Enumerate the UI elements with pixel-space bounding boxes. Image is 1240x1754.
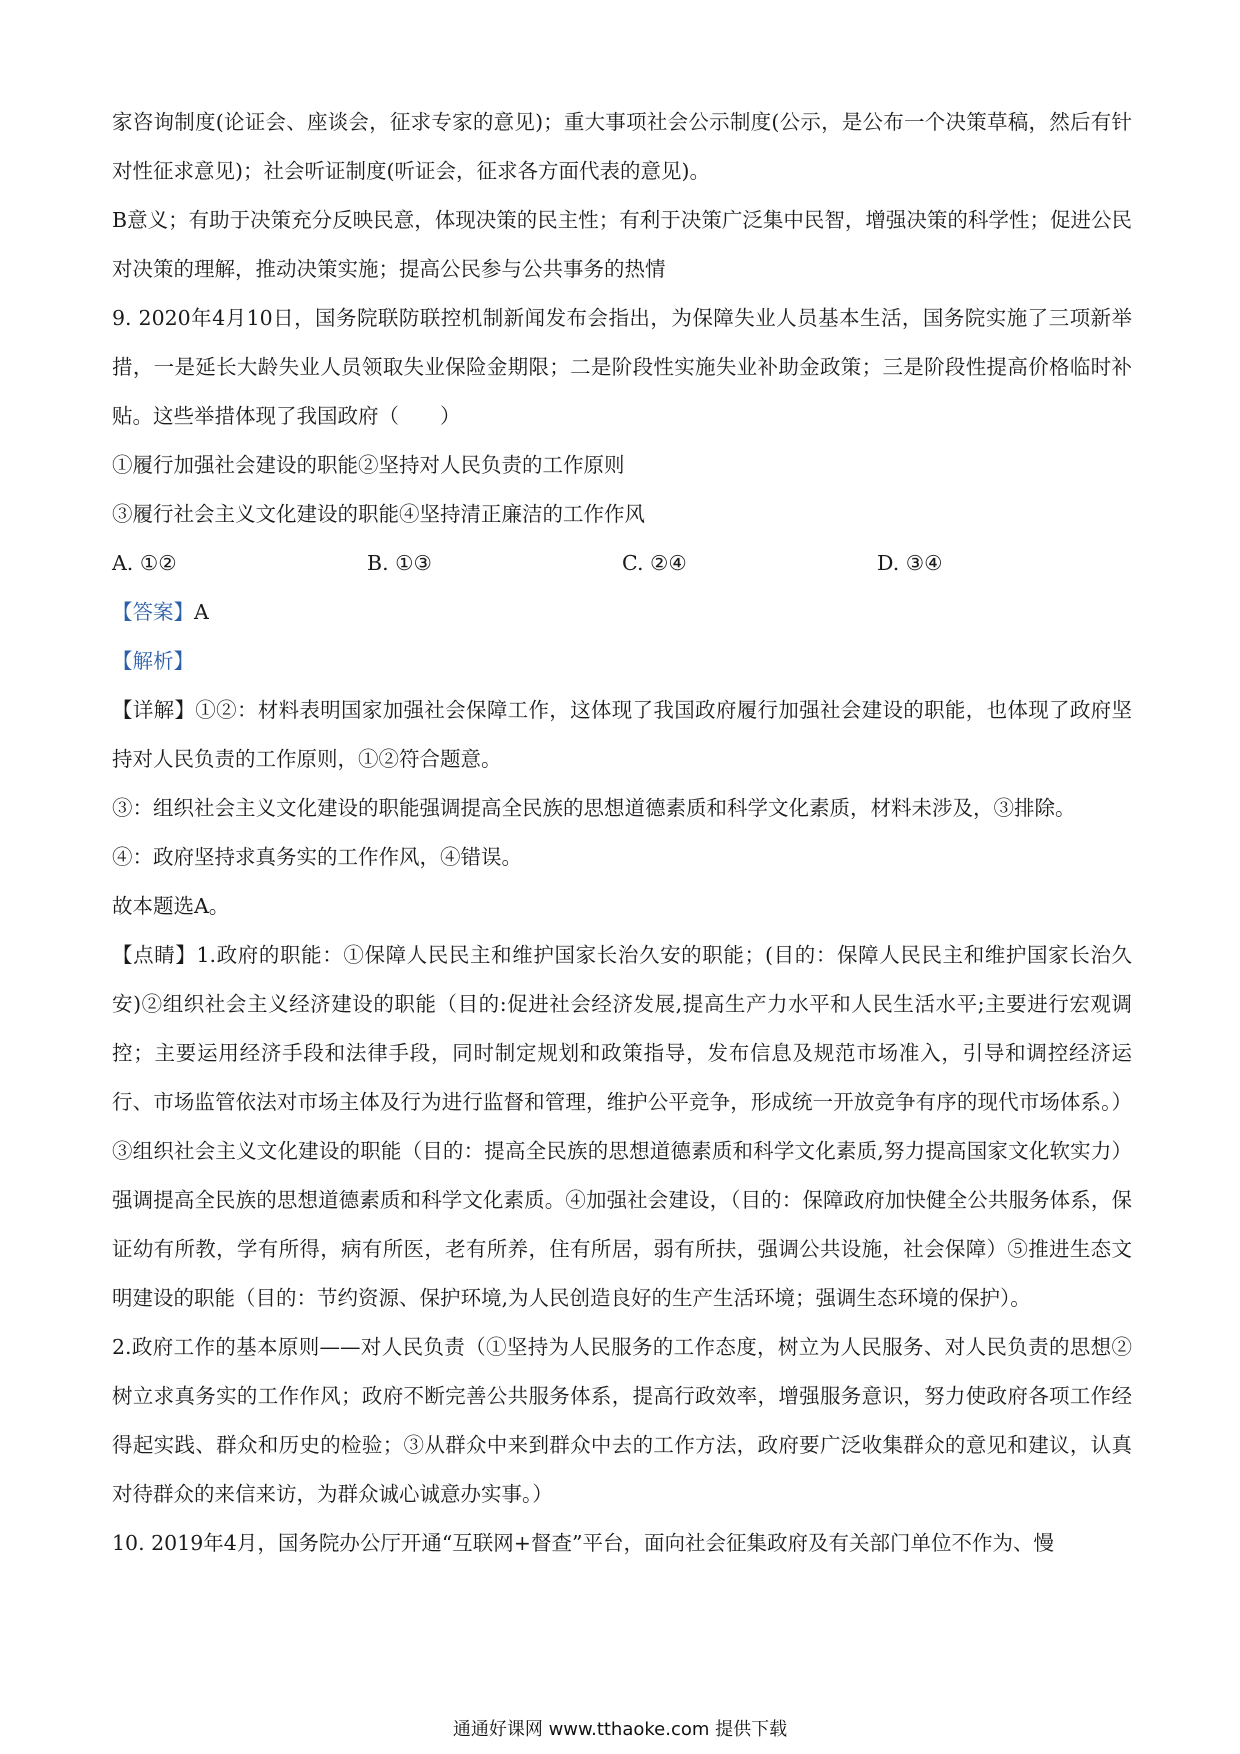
paragraph-consultation-systems: 家咨询制度(论证会、座谈会，征求专家的意见)；重大事项社会公示制度(公示，是公布一个决策草稿，然后有针对性征求意见)；社会听证制度(听证会，征求各方面代表的意见)。 — [112, 110, 1132, 183]
answer-options — [112, 539, 1132, 588]
detail-paragraph-2: ③：组织社会主义文化建设的职能强调提高全民族的思想道德素质和科学文化素质，材料未涉及，③排除。 — [112, 796, 1076, 820]
note-text-1: 1.政府的职能：①保障人民民主和维护国家长治久安的职能；(目的：保障人民民主和维护国家长治久安)②组织社会主义经济建设的职能（目的:促进社会经济发展,提高生产力水平和人民生活水平;主要进行宏观调控；主要运用经济手段和法律手段，同时制定规划和政策指导，发布信息及规范市场准入，引导和调控经济运行、市场监管依法对市场主体及行为进行监督和管理，维护公平竞争，形成统一开放竞争有序的现代市场体系。）③组织社会主义文化建设的职能（目的：提高全民族的思想道德素质和科学文化素质,努力提高国家文化软实力）强调提高全民族的思想道德素质和科学文化素质。④加强社会建设，（目的：保障政府加快健全公共服务体系，保证幼有所教，学有所得，病有所医，老有所养，住有所居，弱有所扶，强调公共设施，社会保障）⑤推进生态文明建设的职能（目的：节约资源、保护环境,为人民创造良好的生产生活环境；强调生态环境的保护）。 — [112, 943, 1132, 1310]
analysis-line — [112, 637, 1132, 686]
option-c: C. ②④ — [622, 551, 687, 575]
detail-paragraph-1 — [112, 686, 1132, 784]
note-tag: 【点睛】 — [112, 943, 197, 967]
statement-3-4: ③履行社会主义文化建设的职能④坚持清正廉洁的工作作风 — [112, 502, 645, 526]
question-10-stem: 10. 2019年4月，国务院办公厅开通“互联网+督查”平台，面向社会征集政府及有关部门单位不作为、慢 — [112, 1531, 1054, 1555]
detail-tag: 【详解】 — [112, 698, 196, 722]
note-paragraph-1 — [112, 931, 1132, 1323]
option-b: B. ①③ — [367, 551, 432, 575]
document-body — [112, 98, 1132, 1568]
detail-text-1: ①②：材料表明国家加强社会保障工作，这体现了我国政府履行加强社会建设的职能，也体现了政府坚持对人民负责的工作原则，①②符合题意。 — [112, 698, 1133, 771]
answer-value: A — [194, 600, 209, 624]
option-d: D. ③④ — [877, 551, 943, 575]
answer-line — [112, 588, 1132, 637]
conclusion: 故本题选A。 — [112, 894, 230, 918]
detail-paragraph-3: ④：政府坚持求真务实的工作作风，④错误。 — [112, 845, 522, 869]
option-a: A. ①② — [112, 551, 177, 575]
paragraph-significance: B意义；有助于决策充分反映民意，体现决策的民主性；有利于决策广泛集中民智，增强决策的科学性；促进公民对决策的理解，推动决策实施；提高公民参与公共事务的热情 — [112, 208, 1132, 281]
page-footer: 通通好课网 www.tthaoke.com 提供下载 — [452, 1719, 788, 1740]
statement-1-2: ①履行加强社会建设的职能②坚持对人民负责的工作原则 — [112, 453, 625, 477]
answer-tag: 【答案】 — [112, 600, 194, 624]
question-9-stem: 9. 2020年4月10日，国务院联防联控机制新闻发布会指出，为保障失业人员基本生活，国务院实施了三项新举措，一是延长大龄失业人员领取失业保险金期限；二是阶段性实施失业补助金政策；三是阶段性提高价格临时补贴。这些举措体现了我国政府（ ） — [112, 306, 1132, 428]
note-paragraph-2: 2.政府工作的基本原则——对人民负责（①坚持为人民服务的工作态度，树立为人民服务、对人民负责的思想②树立求真务实的工作作风；政府不断完善公共服务体系，提高行政效率，增强服务意识，努力使政府各项工作经得起实践、群众和历史的检验；③从群众中来到群众中去的工作方法，政府要广泛收集群众的意见和建议，认真对待群众的来信来访，为群众诚心诚意办实事。） — [112, 1335, 1132, 1506]
analysis-tag: 【解析】 — [112, 649, 194, 673]
